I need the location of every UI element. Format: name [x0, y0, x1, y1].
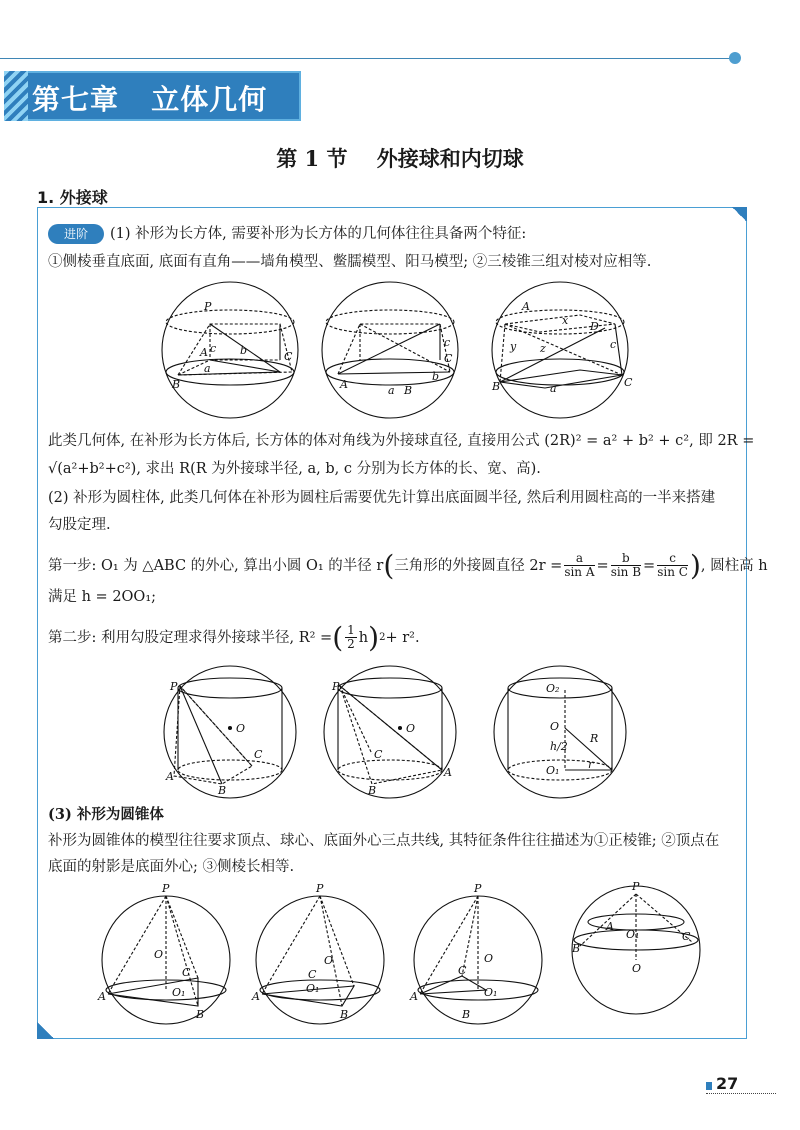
fig5-label-A: A: [444, 766, 452, 779]
fig1-label-c: c: [210, 342, 217, 355]
fig9-label-O: O: [484, 952, 494, 965]
step1-text-a: 第一步: O₁ 为 △ABC 的外心, 算出小圆 O₁ 的半径 r: [48, 557, 384, 574]
fig3-label-y: y: [510, 340, 517, 353]
frame-corner-bottom-left: [37, 1022, 55, 1039]
fig8-label-A: A: [252, 990, 260, 1003]
fig8-label-P: P: [316, 882, 324, 895]
step2-line: 第二步: 利用勾股定理求得外接球半径, R² = ( $\frac{1}{2}$ h ) 2 + r².: [48, 620, 420, 654]
figure-row-2: [160, 662, 640, 802]
para-features: ①侧棱垂直底面, 底面有直角——墙角模型、鳖臑模型、阳马模型; ②三棱锥三组对棱对应相等.: [48, 254, 652, 270]
fig7-label-C: C: [182, 966, 191, 979]
fig6-label-R: R: [590, 732, 599, 745]
step2-frac-den: 2: [347, 637, 355, 651]
figure-row-1: [160, 280, 640, 420]
fig2-label-A: A: [340, 378, 348, 391]
fig5-label-B: B: [368, 784, 377, 797]
step2-frac-num: 1: [347, 623, 355, 637]
fig7-label-O: O: [154, 948, 164, 961]
fig10-label-A: A: [606, 920, 614, 933]
step2-text-c: + r².: [385, 629, 420, 646]
fig2-label-b: b: [432, 370, 440, 383]
header-dot: [729, 52, 741, 64]
step2-text-a: 第二步: 利用勾股定理求得外接球半径, R² =: [48, 629, 333, 646]
step1-text-c: , 圆柱高 h: [700, 557, 768, 574]
fig3-label-C: C: [624, 376, 633, 389]
fig6-label-O1: O₁: [546, 764, 560, 777]
fig8-label-C: C: [308, 968, 317, 981]
fig2-label-a: a: [388, 384, 395, 397]
fig1-label-P: P: [204, 300, 212, 313]
fig5-label-P: P: [332, 680, 340, 693]
para-cuboid-line1: 此类几何体, 在补形为长方体后, 长方体的体对角线为外接球直径, 直接用公式 (2R)² = a² + b² + c², 即 2R =: [48, 433, 755, 449]
page-number-marker: [706, 1082, 712, 1090]
fig2-label-c: c: [444, 336, 451, 349]
step1-frac2-num: b: [611, 552, 641, 566]
fig7-label-B: B: [196, 1008, 205, 1021]
fig7-label-O1: O₁: [172, 986, 186, 999]
fig5-label-C: C: [374, 748, 383, 761]
para-cone-heading: (3) 补形为圆锥体: [48, 806, 164, 823]
page-number: 27: [716, 1074, 739, 1093]
para-cylinder-line1: (2) 补形为圆柱体, 此类几何体在补形为圆柱后需要优先计算出底面圆半径, 然后利用圆柱高的一半来搭建: [48, 490, 716, 506]
fig1-label-a: a: [204, 362, 211, 375]
fig3-label-x: x: [562, 314, 569, 327]
advanced-badge: 进阶: [48, 224, 104, 244]
fig3-label-a: a: [550, 382, 557, 395]
fig2-label-B: B: [404, 384, 413, 397]
fig4-label-P: P: [170, 680, 178, 693]
fig7-label-A: A: [98, 990, 106, 1003]
para-intro: (1) 补形为长方体, 需要补形为长方体的几何体往往具备两个特征:: [110, 226, 527, 242]
step1-frac1-num: a: [564, 552, 594, 566]
section-title: 第 1 节 外接球和内切球: [276, 146, 524, 171]
fig10-label-O: O: [632, 962, 642, 975]
fig3-label-D: D: [590, 320, 599, 333]
fig1-label-b: b: [240, 344, 248, 357]
header-rule: [0, 58, 738, 59]
para-cone-line2: 底面的射影是底面外心; ③侧棱长相等.: [48, 859, 295, 875]
page-number-rule: [706, 1093, 776, 1094]
fig8-label-O: O: [324, 954, 334, 967]
fig6-label-O2: O₂: [546, 682, 560, 695]
chapter-title: 第七章 立体几何: [32, 83, 268, 116]
fig6-label-h-half: h/2: [550, 740, 568, 753]
step2-text-b: h: [358, 629, 369, 646]
fig3-label-z: z: [540, 342, 546, 355]
chapter-banner-stripe: [4, 71, 28, 121]
para-cuboid-line2: √(a²+b²+c²), 求出 R(R 为外接球半径, a, b, c 分别为长方体的长、宽、高).: [48, 461, 541, 477]
step1-frac3-num: c: [657, 552, 688, 566]
fig1-label-C: C: [284, 350, 293, 363]
fig1-label-A: A: [200, 346, 208, 359]
figure-row-3: [98, 882, 718, 1022]
step1-line: 第一步: O₁ 为 △ABC 的外心, 算出小圆 O₁ 的半径 r ( 三角形的外接圆直径 2r = $\frac{a}{\text{sin A}}$ = $\frac{b}{\text{sin B}}$ = $\frac{c}{\text{sin C}}$ ) , 圆柱高 h: [48, 548, 768, 582]
fig4-label-O: O: [236, 722, 246, 735]
fig4-label-A: A: [166, 770, 174, 783]
fig8-label-B: B: [340, 1008, 349, 1021]
fig6-label-r: r: [588, 758, 594, 771]
fig10-label-P: P: [632, 880, 640, 893]
fig9-label-P: P: [474, 882, 482, 895]
step1-frac3-den: sin C: [657, 565, 688, 579]
step1-text-b: 三角形的外接圆直径 2r =: [394, 557, 563, 574]
frame-corner-top-right: [731, 207, 747, 221]
fig3-label-c: c: [610, 338, 617, 351]
step1-frac1-den: sin A: [564, 565, 595, 579]
step1-text-d: 满足 h = 2OO₁;: [48, 589, 157, 605]
fig9-label-C: C: [458, 964, 467, 977]
fig9-label-O1: O₁: [484, 986, 498, 999]
fig10-label-C: C: [682, 930, 691, 943]
fig8-label-O1: O₁: [306, 982, 320, 995]
fig1-label-B: B: [172, 378, 181, 391]
fig5-label-O: O: [406, 722, 416, 735]
fig9-label-A: A: [410, 990, 418, 1003]
para-cone-line1: 补形为圆锥体的模型往往要求顶点、球心、底面外心三点共线, 其特征条件往往描述为①正棱锥; ②顶点在: [48, 833, 720, 849]
subsection-heading: 1. 外接球: [37, 188, 108, 207]
fig4-label-C: C: [254, 748, 263, 761]
fig10-label-B: B: [572, 942, 581, 955]
fig3-label-B: B: [492, 380, 501, 393]
step1-frac2-den: sin B: [610, 565, 642, 579]
para-cylinder-line2: 勾股定理.: [48, 517, 111, 533]
fig2-label-C: C: [444, 352, 453, 365]
fig7-label-P: P: [162, 882, 170, 895]
fig4-label-B: B: [218, 784, 227, 797]
fig10-label-O1: O₁: [626, 928, 640, 941]
fig9-label-B: B: [462, 1008, 471, 1021]
fig3-label-A: A: [522, 300, 530, 313]
fig6-label-O: O: [550, 720, 560, 733]
